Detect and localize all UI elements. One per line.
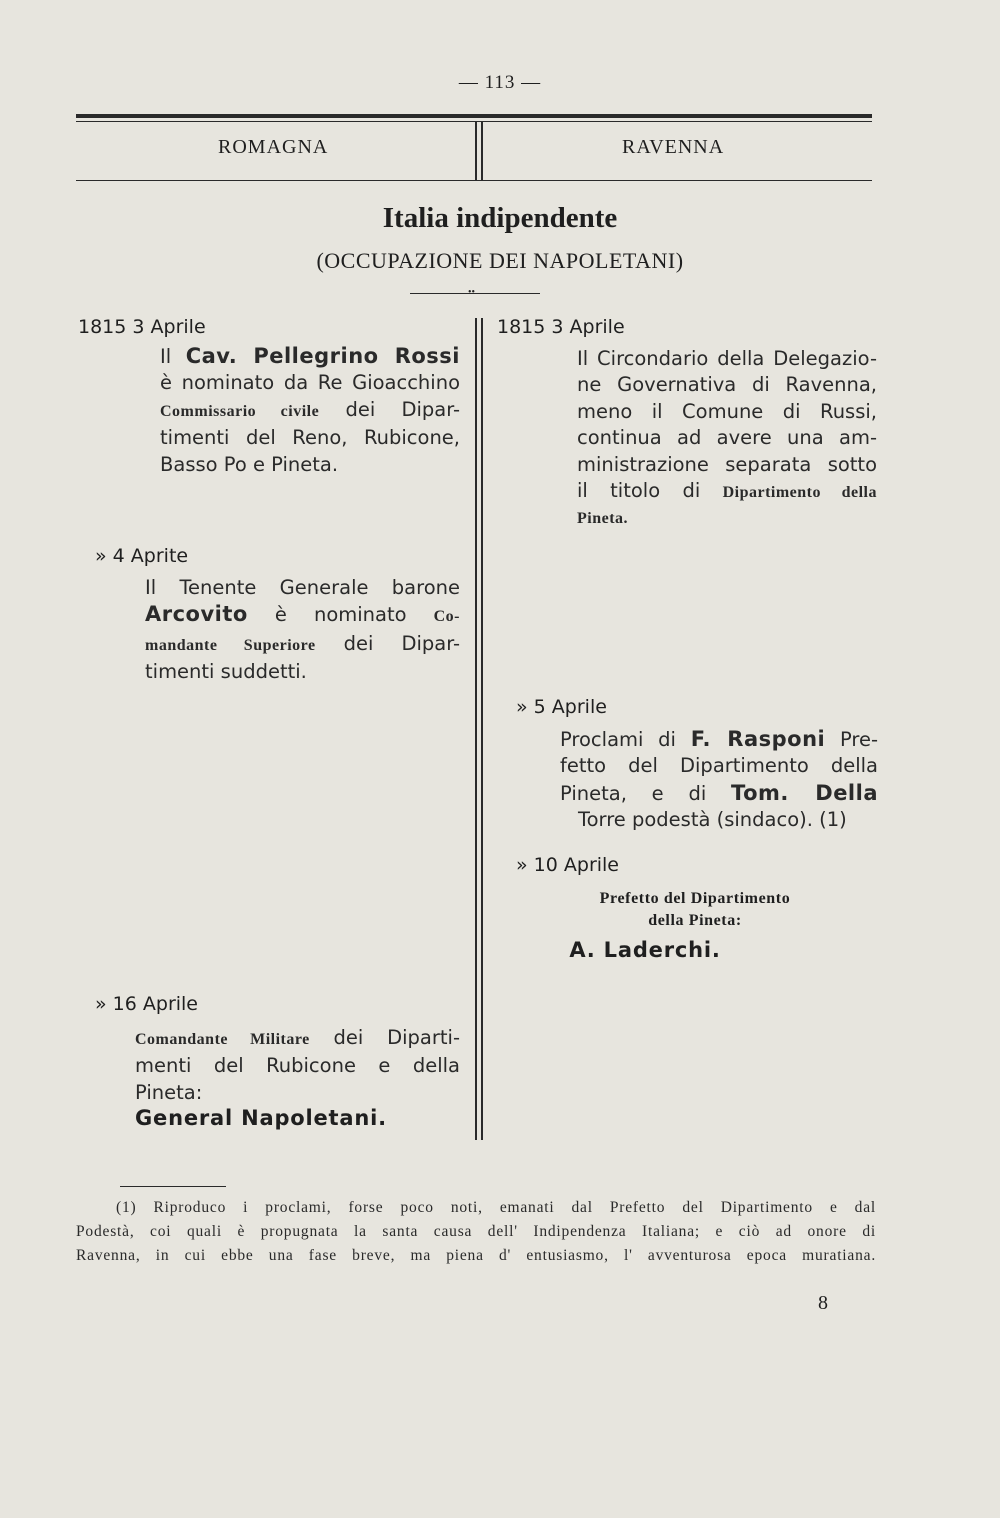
header-rule-bottom xyxy=(76,180,872,181)
signature-mark: 8 xyxy=(818,1292,828,1314)
footnote: (1) Riproduco i proclami, forse poco noti, emanati dal Prefetto del Dipartimento e dal Podestà, coi quali è propugnata la santa causa dell' Indipendenza Italiana; e ciò ad onore di Ravenna, in cui ebbe una fase breve, ma piena d' entusiasmo, l' avventurosa epoca muratiana. xyxy=(76,1199,876,1264)
right-entry-date: » 10 Aprile xyxy=(516,854,619,876)
column-divider xyxy=(475,318,477,1140)
left-entry-3-name: General Napoletani. xyxy=(135,1106,387,1130)
page-number: — 113 — xyxy=(458,72,542,93)
left-entry-date: » 16 Aprile xyxy=(95,993,198,1015)
header-divider xyxy=(475,121,477,181)
header-left-label: ROMAGNA xyxy=(218,136,329,158)
header-divider-2 xyxy=(481,121,483,181)
left-entry-3-text: Comandante Militare dei Diparti- menti del Rubicone e della Pineta: xyxy=(135,1026,460,1104)
left-entry-1-text: Il Cav. Pellegrino Rossi è nominato da Re Gioacchino Commissario civile dei Dipar- timenti del Reno, Rubicone, Basso Po e Pineta. xyxy=(160,344,461,476)
right-entry-1-text: Il Circondario della Delegazio- ne Governativa di Ravenna, meno il Comune di Russi, continua ad avere una am- ministrazione separata sotto il titolo di Dipartimento della Pineta. xyxy=(577,347,877,528)
right-entry-date: 1815 3 Aprile xyxy=(497,316,625,338)
header-rule-top-thin xyxy=(76,121,872,122)
left-entry-2-text: Il Tenente Generale barone Arcovito è nominato Co- mandante Superiore dei Dipar- timenti suddetti. xyxy=(145,576,461,684)
right-entry-date: » 5 Aprile xyxy=(516,696,607,718)
header-rule-top xyxy=(76,114,872,118)
header-right-label: RAVENNA xyxy=(622,136,725,158)
page-subtitle: (OCCUPAZIONE DEI NAPOLETANI) xyxy=(316,248,684,273)
right-entry-3-label: Prefetto del Dipartimento della Pineta: xyxy=(599,890,791,929)
left-entry-date: » 4 Aprite xyxy=(95,545,189,567)
right-entry-3-name: A. Laderchi. xyxy=(569,938,721,962)
left-entry-date: 1815 3 Aprile xyxy=(78,316,206,338)
right-entry-2-text: Proclami di F. Rasponi Pre- fetto del Dipartimento della Pineta, e di Tom. Della Torre podestà (sindaco). (1) xyxy=(560,727,879,832)
column-divider-2 xyxy=(481,318,483,1140)
footnote-rule xyxy=(120,1186,226,1187)
ornament-divider: •• xyxy=(410,293,540,295)
page-title: Italia indipendente xyxy=(382,202,618,234)
